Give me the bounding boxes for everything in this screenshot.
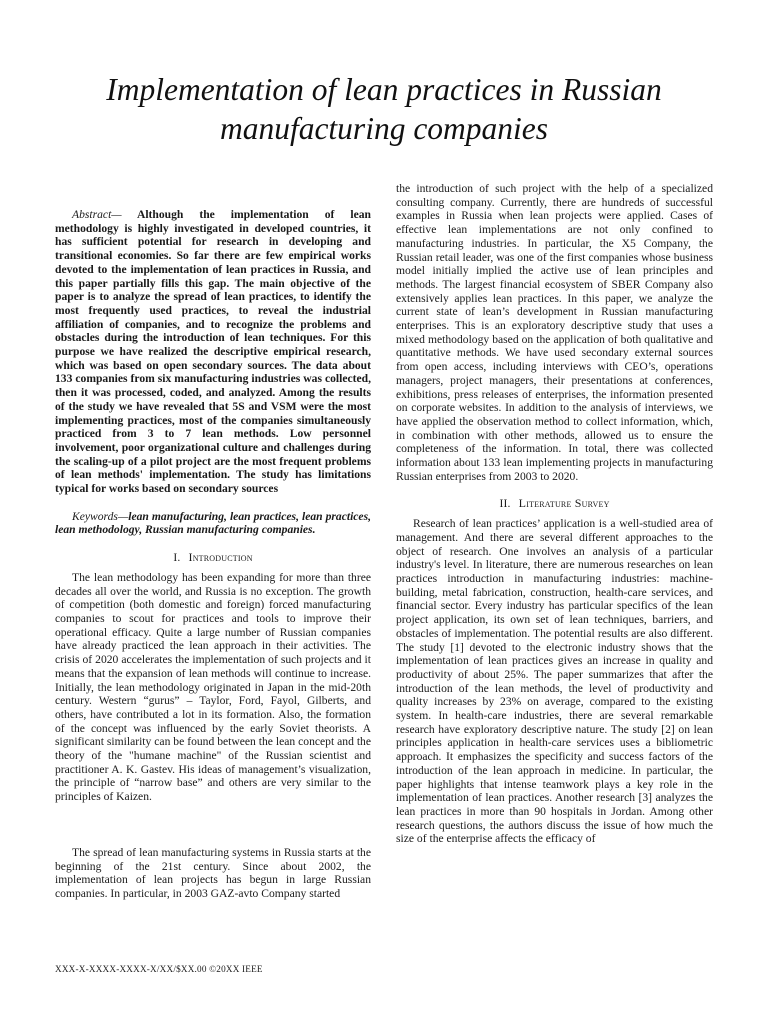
intro-paragraph-1: The lean methodology has been expanding for more than three decades all over the world, and Russia is no exception. The growth of competition (both domestic and foreign) forced manufacturing companies to scout for practices and tools to improve their operational efficacy. Quite a large number of Russian companies have already practiced the lean approach in their activities. The crisis of 2020 accelerates the implementation of such projects and it means that the expansion of lean methods will continue to increase. Initially, the lean methodology originated in Japan in the mid-20th century. Western “gurus” – Taylor, Ford, Fayol, Gilberts, and others, have contributed a lot in its formation. Also, the formation of the concept was influenced by the early Soviet theorists. A significant similarity can be found between the lean concept and the theory of the "humane machine" of the Russian scientist and practitioner A. K. Gastev. His ideas of management’s visualization, the principle of “narrow base” and others are very similar to the principles of Kaizen. [55, 570, 371, 804]
intro-paragraph-2: The spread of lean manufacturing systems in Russia starts at the beginning of the 21st century. Since about 2002, the implementation of lean projects has begun in large Russian companies. In particular, in 2003 GAZ-avto Company started [55, 845, 371, 900]
keywords-lead: Keywords— [72, 509, 129, 523]
section-heading-introduction [55, 551, 371, 565]
section-title: Introduction [188, 550, 253, 565]
literature-paragraph-1: Research of lean practices’ application is a well-studied area of management. And there are several different approaches to the object of research. One involves an analysis of a particular industry's level. In literature, there are numerous researches on lean practices introduction in manufacturing industries: machine-building, metal fabrication, construction, health-care services, and financial sector. Every industry has particular specifics of the lean project application, its own set of lean techniques, barriers, and obstacles of implementation. The potential results are also different. The study [1] devoted to the electronic industry shows that the implementation of lean practices gives an increase in quality and productivity of about 25%. The paper summarizes that after the introduction of the lean methods, the level of productivity and quality increases by 23% on average, compared to the existing system. In health-care industries, there are several remarkable research have exploratory descriptive nature. The study [2] on lean principles application in health-care services uses a bibliometric approach. It emphasizes the specificity and success factors of the introduction of the lean approach in medicine. In particular, the paper highlights that intense teamwork plays a key role in the implementation of lean practices. Another research [3] analyzes the lean practices in more than 90 hospitals in Jordan. Among other research questions, the authors discuss the issue of how much the size of the enterprise affects the efficacy of [396, 517, 713, 846]
right-column [396, 182, 713, 846]
section-number: II. [499, 497, 511, 511]
copyright-footer: XXX-X-XXXX-XXXX-X/XX/$XX.00 ©20XX IEEE [55, 964, 263, 974]
paper-title: Implementation of lean practices in Russian manufacturing companies [106, 72, 662, 146]
keywords [55, 510, 371, 537]
abstract-lead: Abstract— [72, 208, 122, 221]
abstract [55, 208, 371, 496]
keywords-body: lean manufacturing, lean practices, lean practices, lean methodology, Russian manufacturing companies. [55, 509, 371, 537]
section-heading-literature-survey [396, 497, 713, 511]
section-number: I. [173, 551, 181, 565]
abstract-body: Although the implementation of lean methodology is highly investigated in developed countries, it has sufficient potential for research in developing and transitional economies. So far there are few empirical works devoted to the implementation of lean practices in Russia, and this paper partially fills this gap. The main objective of the paper is to analyze the spread of lean practices, to identify the most frequently used practices, to reveal the industrial affiliation of companies, and to recognize the problems and obstacles during the introduction of lean techniques. For this purpose we have realized the descriptive empirical research, which was based on open secondary sources. The data about 133 companies from six manufacturing industries was collected, then it was processed, coded, and analyzed. Among the results of the study we have revealed that 5S and VSM were the most implementing practices, most of the companies simultaneously practiced from 3 to 7 lean methods. Low personnel involvement, poor organizational culture and challenges during the scaling-up of a pilot project are the most frequent problems of lean methods' implementation. The study has limitations typical for works based on secondary sources [55, 208, 371, 496]
intro-paragraph-continued: the introduction of such project with the help of a specialized consulting company. Currently, there are hundreds of successful examples in Russia when lean projects were applied. Cases of effective lean implementations are not only confined to manufacturing industries. In particular, the X5 Company, the Russian retail leader, was one of the first companies whose business model initially implied the active use of lean principles and methods. The largest financial ecosystem of SBER Company also extensively applies lean practices. In this paper, we analyze the current state of lean’s development in Russian manufacturing enterprises. This is an exploratory descriptive study that uses a mixed methodology based on the application of both qualitative and quantitative methods. We have used secondary external sources from open access, including interviews with CEO’s, operations managers, project managers, their presentations at conferences, exhibitions, press releases of enterprises, the information presented on corporate websites. In addition to the analysis of interviews, we have applied the observation method to collect information, which, in combination with other methods, allowed us to ensure the completeness of the information. In total, there was collected information about 133 lean implementing projects in manufacturing Russian enterprises from 2003 to 2020. [396, 182, 713, 483]
section-title: Literature Survey [518, 496, 610, 511]
left-column [55, 208, 371, 901]
paragraph-gap [55, 804, 371, 846]
